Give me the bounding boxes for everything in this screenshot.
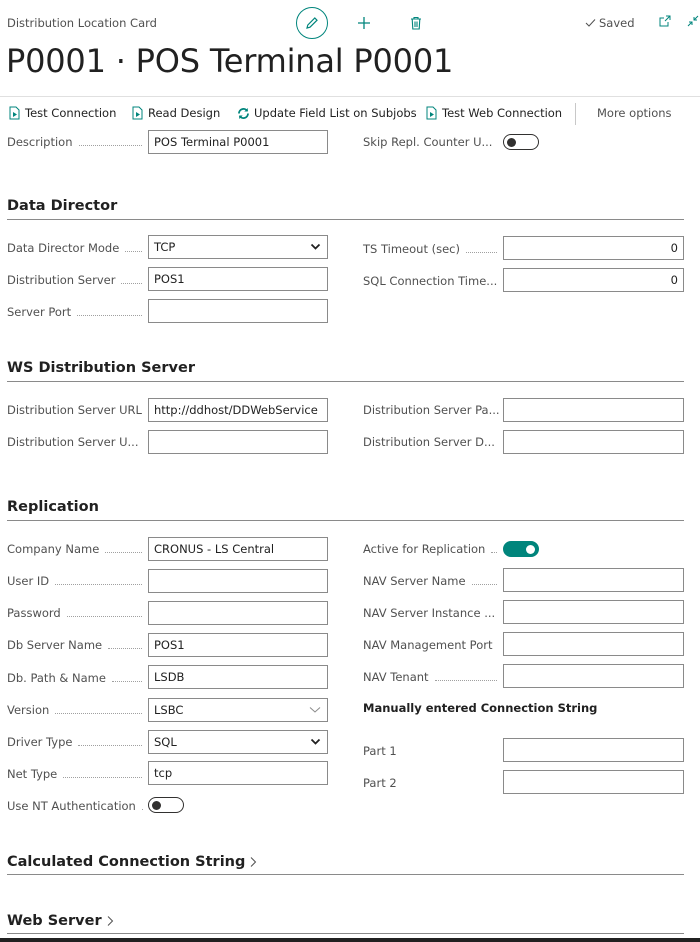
- add-icon: [357, 16, 371, 30]
- company-input[interactable]: CRONUS - LS Central: [148, 537, 328, 561]
- sql-timeout-field-label: [363, 270, 503, 292]
- dd-mode-value: TCP: [154, 240, 176, 254]
- password-input[interactable]: [148, 601, 328, 625]
- nav-port-label: NAV Management Port: [363, 638, 493, 652]
- nav-port-input[interactable]: [503, 632, 684, 656]
- nav-instance-input[interactable]: [503, 600, 684, 624]
- description-input[interactable]: POS Terminal P0001: [148, 130, 328, 154]
- active-repl-label: Active for Replication: [363, 542, 486, 556]
- calculated-conn-label: Calculated Connection String: [7, 854, 246, 870]
- ws-url-label: Distribution Server URL: [7, 403, 142, 417]
- driver-type-label: Driver Type: [7, 735, 73, 749]
- db-server-field-label: [7, 634, 148, 656]
- user-id-input[interactable]: [148, 569, 328, 593]
- driver-type-value: SQL: [154, 735, 177, 749]
- ws-pass-label: Distribution Server Pa...: [363, 403, 500, 417]
- version-value: LSBC: [154, 703, 184, 717]
- part1-field-label: [363, 740, 503, 762]
- part2-input[interactable]: [503, 770, 684, 794]
- description-field-label: [7, 131, 148, 153]
- nav-instance-field-label: [363, 602, 503, 624]
- window-bottom-edge: [0, 938, 700, 942]
- section-divider: [7, 933, 684, 934]
- user-id-label: User ID: [7, 574, 50, 588]
- manual-conn-heading: Manually entered Connection String: [363, 701, 598, 715]
- ts-timeout-label: TS Timeout (sec): [363, 242, 460, 256]
- part1-input[interactable]: [503, 738, 684, 762]
- nav-port-field-label: [363, 634, 503, 656]
- ts-timeout-input[interactable]: 0: [503, 236, 684, 260]
- ws-distribution-heading[interactable]: WS Distribution Server: [7, 360, 195, 376]
- skip-repl-label: Skip Repl. Counter U...: [363, 135, 493, 149]
- test-connection-label: Test Connection: [25, 106, 117, 120]
- chevron-down-icon: [310, 736, 321, 747]
- db-path-label: Db. Path & Name: [7, 671, 106, 685]
- dd-mode-label: Data Director Mode: [7, 241, 120, 255]
- collapse-icon: [687, 15, 699, 27]
- server-port-label: Server Port: [7, 305, 72, 319]
- chevron-right-icon: [249, 856, 257, 868]
- user-id-field-label: [7, 570, 148, 592]
- ws-user-input[interactable]: [148, 430, 328, 454]
- page-title: P0001 · POS Terminal P0001: [6, 42, 454, 80]
- document-run-icon: [426, 106, 438, 120]
- card-type-label: Distribution Location Card: [7, 16, 157, 30]
- test-connection-action[interactable]: [9, 106, 116, 120]
- test-web-connection-label: Test Web Connection: [442, 106, 563, 120]
- web-server-heading[interactable]: [7, 913, 114, 929]
- section-divider: [7, 381, 684, 382]
- active-repl-toggle[interactable]: [503, 541, 539, 557]
- ws-url-field-label: [7, 399, 148, 421]
- add-button[interactable]: [348, 7, 380, 39]
- edit-icon: [305, 16, 319, 30]
- data-director-heading[interactable]: Data Director: [7, 198, 118, 214]
- version-field-label: [7, 699, 148, 721]
- saved-status: [585, 16, 635, 30]
- nt-auth-toggle[interactable]: [148, 797, 184, 813]
- document-run-icon: [9, 106, 21, 120]
- edit-button[interactable]: [296, 7, 328, 39]
- checkmark-icon: [585, 18, 596, 28]
- calculated-conn-heading[interactable]: [7, 854, 257, 870]
- dd-mode-field-label: [7, 237, 148, 259]
- db-server-label: Db Server Name: [7, 638, 103, 652]
- active-repl-field-label: [363, 538, 503, 560]
- dist-server-input[interactable]: POS1: [148, 267, 328, 291]
- section-divider: [7, 520, 684, 521]
- collapse-button[interactable]: [683, 9, 700, 33]
- ws-user-field-label: [7, 431, 148, 453]
- skip-repl-toggle[interactable]: [503, 134, 539, 150]
- ws-domain-input[interactable]: [503, 430, 684, 454]
- driver-type-field-label: [7, 731, 148, 753]
- net-type-input[interactable]: tcp: [148, 761, 328, 785]
- nav-tenant-label: NAV Tenant: [363, 670, 429, 684]
- open-new-window-button[interactable]: [655, 9, 675, 33]
- ts-timeout-field-label: [363, 238, 503, 260]
- company-label: Company Name: [7, 542, 100, 556]
- ws-domain-label: Distribution Server D...: [363, 435, 495, 449]
- server-port-input[interactable]: [148, 299, 328, 323]
- web-server-label: Web Server: [7, 913, 102, 929]
- version-label: Version: [7, 703, 50, 717]
- dist-server-label: Distribution Server: [7, 273, 116, 287]
- description-label: Description: [7, 135, 73, 149]
- nav-server-label: NAV Server Name: [363, 574, 466, 588]
- db-path-field-label: [7, 667, 148, 689]
- read-design-label: Read Design: [148, 106, 221, 120]
- ws-url-input[interactable]: http://ddhost/DDWebService: [148, 398, 328, 422]
- saved-label: Saved: [599, 16, 635, 30]
- ws-pass-input[interactable]: [503, 398, 684, 422]
- chevron-right-icon: [106, 915, 114, 927]
- password-label: Password: [7, 606, 61, 620]
- ws-user-label: Distribution Server U...: [7, 435, 139, 449]
- delete-button[interactable]: [400, 7, 432, 39]
- more-options-button[interactable]: More options: [597, 106, 672, 120]
- chevron-down-icon: [309, 704, 321, 715]
- nav-server-field-label: [363, 570, 503, 592]
- db-path-input[interactable]: LSDB: [148, 665, 328, 689]
- update-field-list-label: Update Field List on Subjobs: [254, 106, 417, 120]
- section-divider: [7, 874, 684, 875]
- nt-auth-field-label: [7, 795, 148, 817]
- password-field-label: [7, 602, 148, 624]
- section-divider: [7, 219, 684, 220]
- nav-tenant-input[interactable]: [503, 664, 684, 688]
- action-separator: [575, 103, 576, 125]
- company-field-label: [7, 538, 148, 560]
- open-new-window-icon: [659, 15, 671, 27]
- dist-server-field-label: [7, 269, 148, 291]
- ws-pass-field-label: [363, 399, 503, 421]
- chevron-down-icon: [310, 241, 321, 252]
- document-run-icon: [132, 106, 144, 120]
- version-select[interactable]: [148, 698, 328, 722]
- part2-label: Part 2: [363, 776, 397, 790]
- nav-server-input[interactable]: [503, 568, 684, 592]
- db-server-input[interactable]: POS1: [148, 633, 328, 657]
- skip-repl-field-label: [363, 131, 503, 153]
- delete-icon: [410, 16, 422, 30]
- sql-timeout-label: SQL Connection Time...: [363, 274, 498, 288]
- nav-tenant-field-label: [363, 666, 503, 688]
- server-port-field-label: [7, 301, 148, 323]
- net-type-label: Net Type: [7, 767, 58, 781]
- part1-label: Part 1: [363, 744, 397, 758]
- nav-instance-label: NAV Server Instance ...: [363, 606, 496, 620]
- dd-mode-select[interactable]: [148, 235, 328, 259]
- replication-heading[interactable]: Replication: [7, 499, 99, 515]
- nt-auth-label: Use NT Authentication: [7, 799, 136, 813]
- update-field-list-action[interactable]: [237, 106, 417, 120]
- part2-field-label: [363, 772, 503, 794]
- ws-domain-field-label: [363, 431, 503, 453]
- driver-type-select[interactable]: [148, 730, 328, 754]
- sql-timeout-input[interactable]: 0: [503, 268, 684, 292]
- net-type-field-label: [7, 763, 148, 785]
- test-web-connection-action[interactable]: [426, 106, 562, 120]
- refresh-icon: [237, 107, 250, 120]
- read-design-action[interactable]: [132, 106, 220, 120]
